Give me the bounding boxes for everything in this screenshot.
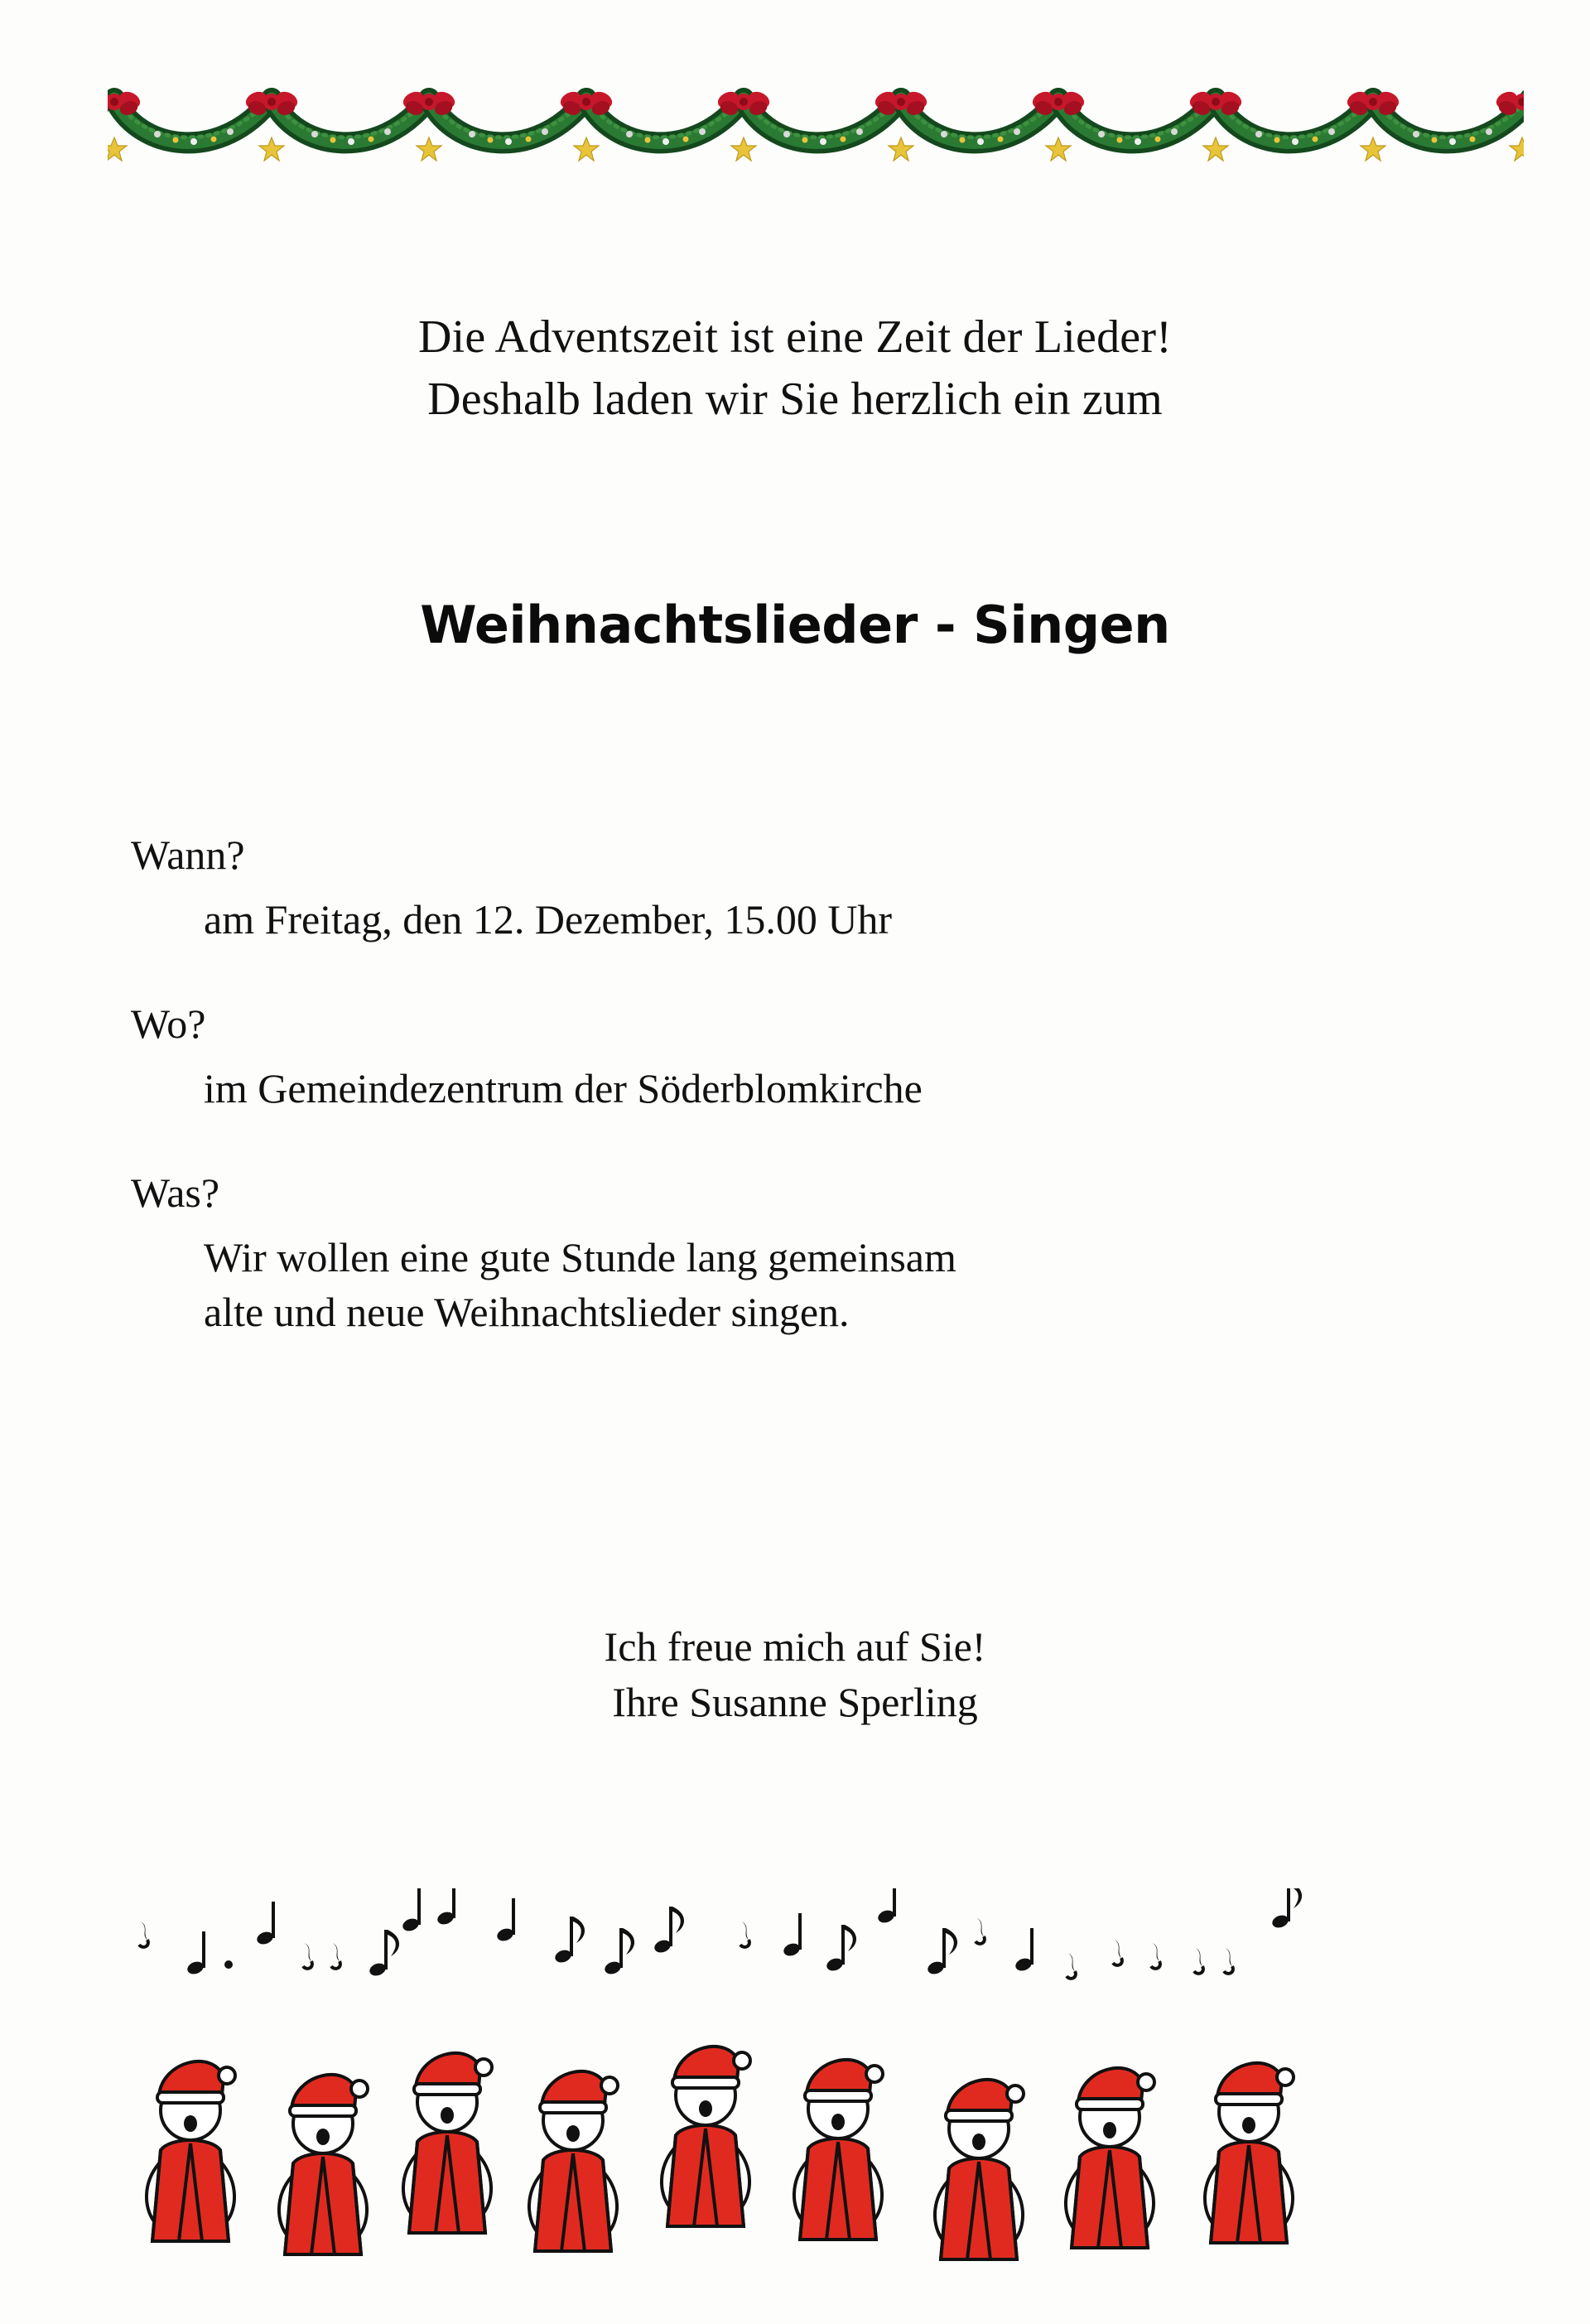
event-details [131,828,1472,1390]
intro-text [0,306,1590,431]
detail-answer: Wir wollen eine gute Stunde lang gemeinsam [204,1234,956,1280]
page-title: Weihnachtslieder - Singen [420,595,1170,655]
detail-answer: alte und neue Weihnachtslieder singen. [204,1289,850,1335]
detail-what [131,1166,1472,1338]
choir-singers [147,2047,1294,2259]
detail-question: Wann? [131,832,245,878]
music-notes [139,1888,1302,1979]
christmas-garland-decoration [108,79,1524,190]
intro-line-1: Die Adventszeit ist eine Zeit der Lieder! [417,311,1173,363]
closing-text [0,1619,1590,1729]
detail-when [131,828,1472,946]
closing-line-1: Ich freue mich auf Sie! [604,1623,986,1670]
singing-choir-illustration [116,1888,1458,2278]
detail-question: Wo? [131,1000,206,1047]
detail-question: Was? [131,1169,220,1216]
closing-line-2: Ihre Susanne Sperling [612,1678,978,1725]
intro-line-2: Deshalb laden wir Sie herzlich ein zum [427,374,1163,426]
detail-answer: im Gemeindezentrum der Söderblomkirche [204,1065,923,1111]
detail-where [131,997,1472,1115]
detail-answer: am Freitag, den 12. Dezember, 15.00 Uhr [204,896,893,943]
